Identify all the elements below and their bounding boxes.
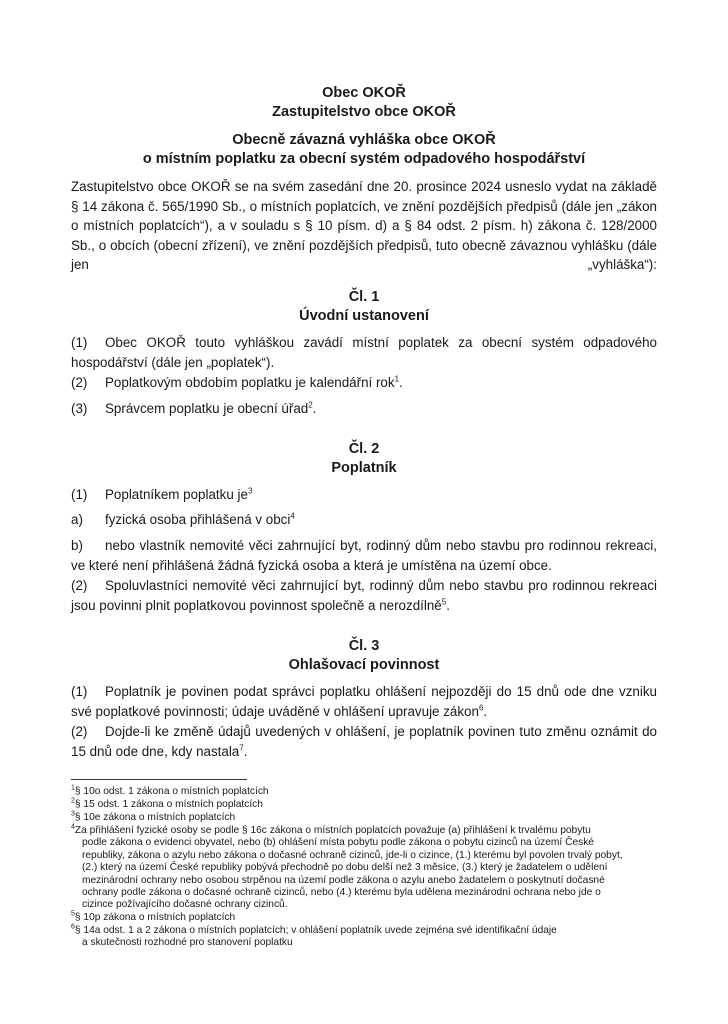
paragraph-text: Správcem poplatku je obecní úřad: [105, 401, 309, 416]
article-2-paragraph-2: (2) Spoluvlastníci nemovité věci zahrnující byt, rodinný dům nebo stavbu pro rodinnou rekreaci jsou povinni plnit poplatkovou povinnost společně a nerozdílně$^5$.: [71, 578, 657, 613]
article-3-number: Čl. 3: [348, 638, 380, 654]
article-1-heading: Úvodní ustanovení: [299, 308, 429, 324]
paragraph-text: Spoluvlastníci nemovité věci zahrnující byt, rodinný dům nebo stavbu pro rodinnou rekreaci jsou povinni plnit poplatkovou povinnost společně a nerozdílně: [71, 578, 657, 613]
article-3-paragraph-2: (2) Dojde-li ke změně údajů uvedených v ohlášení, je poplatník povinen tuto změnu oznámit do 15 dnů ode dne, kdy nastala$^7$.: [71, 724, 657, 759]
item-text: nebo vlastník nemovité věci zahrnující byt, rodinný dům nebo stavbu pro rodinnou rekreaci, ve které není přihlášená žádná fyzická osoba a která je umístěna na území obce.: [71, 538, 657, 573]
paragraph-text: Poplatník je povinen podat správci poplatku ohlášení nejpozději do 15 dnů ode dne vzniku své poplatkové povinnosti; údaje uváděné v ohlášení upravuje zákon: [71, 684, 657, 719]
footnote-ref: 4: [290, 511, 295, 521]
footnote-1: $^1$§ 10o odst. 1 zákona o místních poplatcích: [71, 784, 269, 797]
article-1-number: Čl. 1: [348, 289, 380, 305]
footnote-4: $^4$Za přihlášení fyzické osoby se podle § 16c zákona o místních poplatcích považuje (a) přihlášení k trvalému pobytu podle zákona o evidenci obyvatel, nebo (b) ohlášení místa pobytu podle zákona o pobytu cizinců na území České republiky, zákona o azylu nebo zákona o dočasné ochraně cizinců, jde-li o cizince, (1.) kterému byl povolen trvalý pobyt, (2.) který na území České republiky pobývá přechodně po dobu delší než 3 měsíce, (3.) který je žadatelem o udělení mezinárodní ochrany nebo osobou strpěnou na území podle zákona o azylu anebo žadatelem o poskytnutí dočasné ochrany podle zákona o dočasné ochraně cizinců, nebo (4.) kterému byla udělena mezinárodní ochrana nebo jde o cizince požívajícího dočasné ochrany cizinců.: [71, 823, 623, 911]
footnote-5: $^5$§ 10p zákona o místních poplatcích: [71, 910, 236, 923]
paragraph-number: (2): [71, 578, 88, 593]
paragraph-text: Poplatkovým obdobím poplatku je kalendářní rok: [105, 375, 395, 390]
footnote-ref: 2: [308, 400, 313, 410]
paragraph-number: (2): [71, 724, 88, 739]
paragraph-number: (1): [71, 335, 88, 350]
footnote-ref: 3: [247, 486, 253, 496]
item-text: fyzická osoba přihlášená v obci: [105, 512, 291, 527]
paragraph-number: (3): [71, 401, 88, 416]
footnote-ref: 5: [441, 597, 447, 607]
decree-subtitle: o místním poplatku za obecní systém odpadového hospodářství: [142, 151, 586, 167]
article-2-paragraph-1: [71, 485, 657, 505]
footnote-ref: 6: [478, 703, 484, 713]
article-2-item-a: [71, 510, 657, 530]
intro-paragraph: Zastupitelstvo obce OKOŘ se na svém zasedání dne 20. prosince 2024 usneslo vydat na základě § 14 zákona č. 565/1990 Sb., o místních poplatcích, ve znění pozdějších předpisů (dále jen „zákon o místních poplatcích“), a v souladu s § 10 písm. d) a § 84 odst. 2 písm. h) zákona č. 128/2000 Sb., o obcích (obecní zřízení), ve znění pozdějších předpisů, tuto obecně závaznou vyhlášku (dále jen „vyhláška“):: [71, 179, 657, 272]
decree-title: Obecně závazná vyhláška obce OKOŘ: [232, 132, 496, 148]
article-1-paragraph-1: [71, 333, 657, 372]
article-2-heading: Poplatník: [331, 460, 397, 476]
item-letter: a): [71, 512, 83, 527]
municipality-name: Obec OKOŘ: [322, 85, 406, 101]
paragraph-number: (1): [71, 684, 88, 699]
footnote-separator: [71, 779, 247, 780]
footnote-ref: 7: [239, 743, 244, 753]
item-letter: b): [71, 538, 83, 553]
article-2-number: Čl. 2: [348, 441, 380, 457]
article-1-paragraph-3: (3) Správcem poplatku je obecní úřad$^2$.: [71, 399, 657, 419]
footnote-ref: 1: [394, 374, 400, 384]
paragraph-text: Dojde-li ke změně údajů uvedených v ohlášení, je poplatník povinen tuto změnu oznámit do 15 dnů ode dne, kdy nastala: [71, 724, 657, 759]
footnote-3: $^3$§ 10e zákona o místních poplatcích: [71, 810, 236, 823]
footnote-6: $^6$§ 14a odst. 1 a 2 zákona o místních poplatcích; v ohlášení poplatník uvede zejména své identifikační údaje a skutečnosti rozhodné pro stanovení poplatku: [71, 923, 557, 949]
article-3-heading: Ohlašovací povinnost: [288, 657, 440, 673]
paragraph-number: (2): [71, 375, 88, 390]
paragraph-number: (1): [71, 487, 88, 502]
article-1-paragraph-2: (2) Poplatkovým obdobím poplatku je kalendářní rok$^1$.: [71, 373, 657, 393]
article-3-paragraph-1: (1) Poplatník je povinen podat správci poplatku ohlášení nejpozději do 15 dnů ode dne vzniku své poplatkové povinnosti; údaje uváděné v ohlášení upravuje zákon$^6$.: [71, 684, 657, 719]
paragraph-text: Obec OKOŘ touto vyhláškou zavádí místní poplatek za obecní systém odpadového hospodářství (dále jen „poplatek“).: [71, 335, 657, 370]
council-name: Zastupitelstvo obce OKOŘ: [272, 104, 456, 120]
paragraph-text: Poplatníkem poplatku je: [105, 487, 248, 502]
article-2-item-b: [71, 536, 657, 575]
footnote-2: $^2$§ 15 odst. 1 zákona o místních poplatcích: [71, 797, 263, 810]
